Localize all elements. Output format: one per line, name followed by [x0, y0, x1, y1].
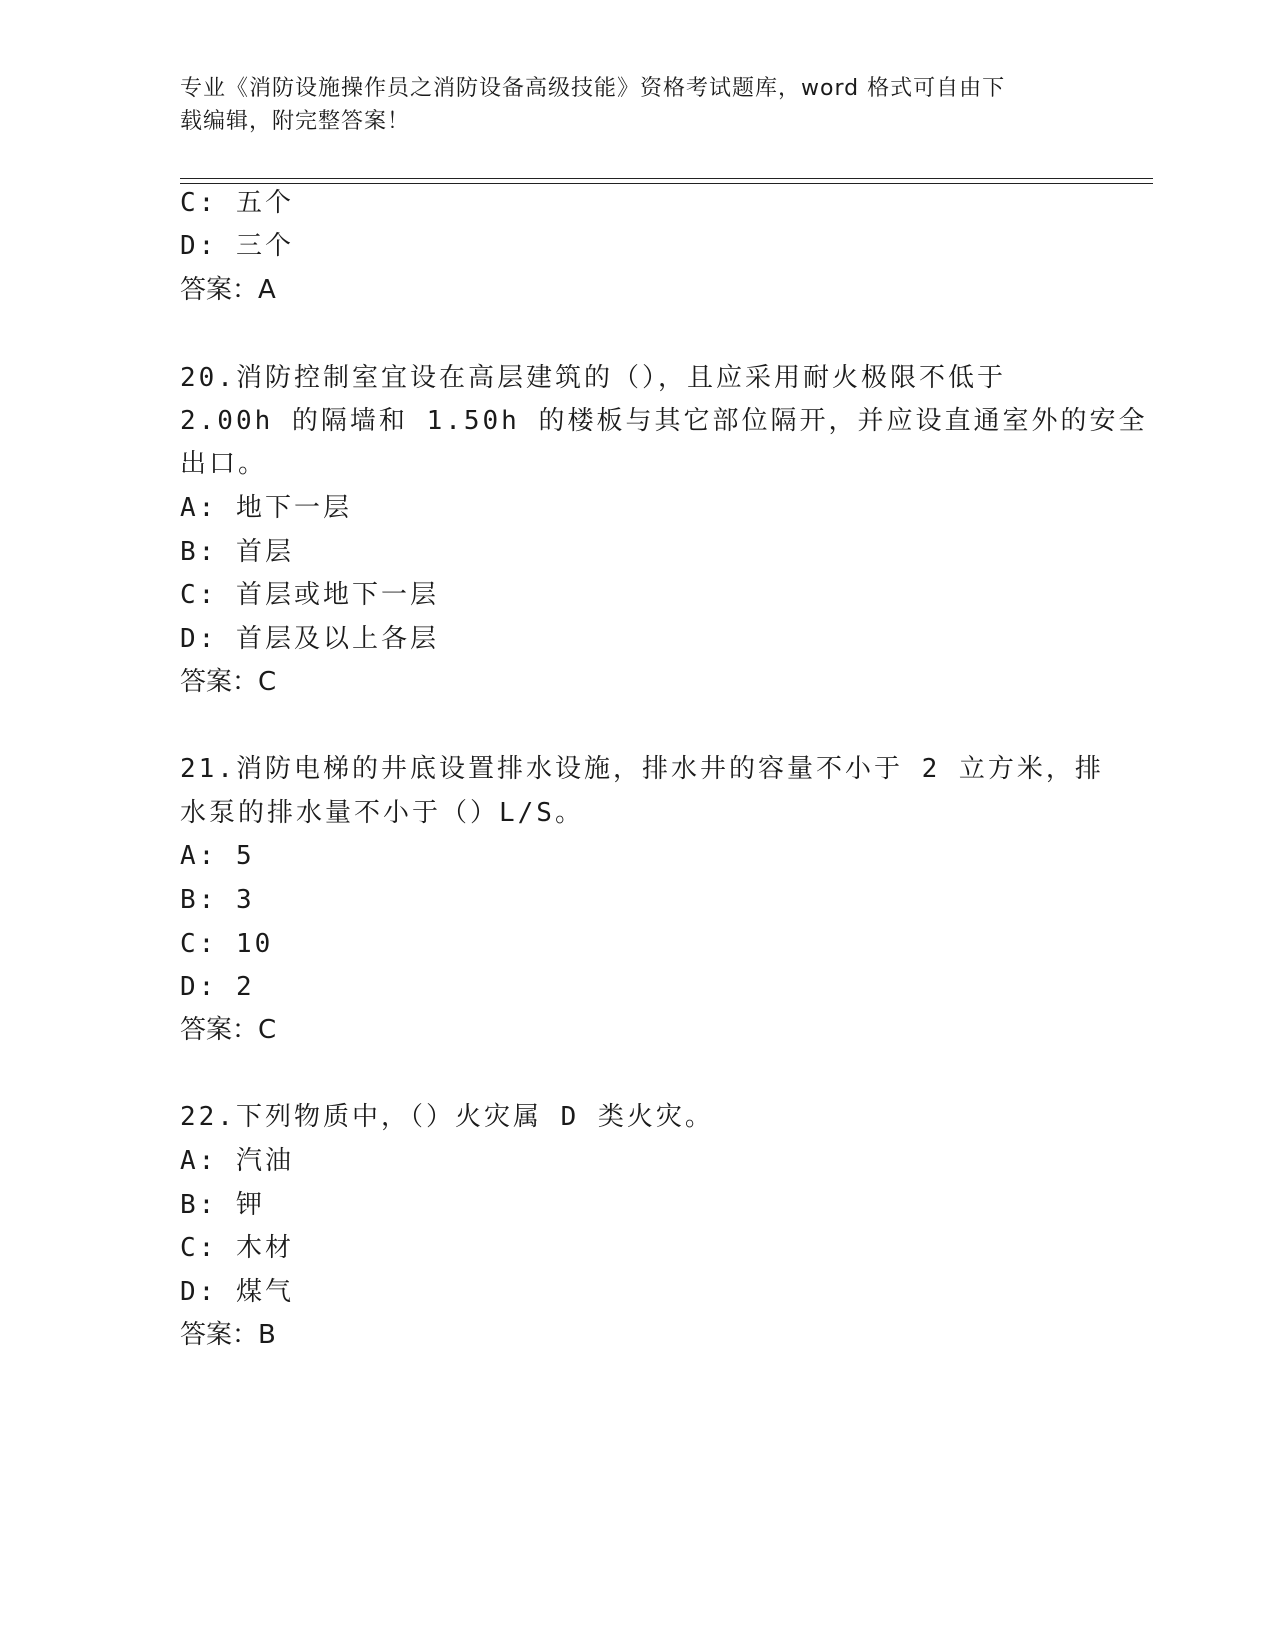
q22-option-a: A: 汽油	[180, 1146, 294, 1176]
q21-answer: 答案：C	[180, 1015, 277, 1045]
q20-stem-line-3: 出口。	[180, 449, 268, 479]
q20-stem-line-2: 2.00h 的隔墙和 1.50h 的楼板与其它部位隔开，并应设直通室外的安全	[180, 406, 1148, 436]
q22-answer: 答案：B	[180, 1320, 276, 1350]
q22-option-c: C: 木材	[180, 1233, 294, 1263]
q20-option-b: B: 首层	[180, 537, 294, 567]
header-divider-top	[180, 178, 1153, 179]
prev-answer: 答案：A	[180, 275, 276, 305]
q20-answer: 答案：C	[180, 667, 277, 697]
prev-option-d: D: 三个	[180, 231, 294, 261]
q21-option-d: D: 2	[180, 972, 255, 1002]
q21-stem-line-2: 水泵的排水量不小于（）L/S。	[180, 798, 584, 828]
header-line-2: 载编辑，附完整答案！	[180, 109, 411, 134]
header-line-1: 专业《消防设施操作员之消防设备高级技能》资格考试题库，word 格式可自由下	[180, 76, 1006, 101]
q21-stem-line-1: 21.消防电梯的井底设置排水设施，排水井的容量不小于 2 立方米，排	[180, 754, 1104, 784]
q20-option-d: D: 首层及以上各层	[180, 624, 439, 654]
q21-option-a: A: 5	[180, 841, 255, 871]
q22-option-b: B: 钾	[180, 1190, 265, 1220]
header-divider-bottom	[180, 183, 1153, 184]
q21-option-b: B: 3	[180, 885, 255, 915]
q22-option-d: D: 煤气	[180, 1277, 294, 1307]
q20-option-c: C: 首层或地下一层	[180, 580, 439, 610]
document-header	[180, 72, 1060, 138]
prev-option-c: C: 五个	[180, 188, 294, 218]
q20-stem-line-1: 20.消防控制室宜设在高层建筑的（），且应采用耐火极限不低于	[180, 363, 1006, 393]
q20-option-a: A: 地下一层	[180, 493, 352, 523]
q21-option-c: C: 10	[180, 929, 274, 959]
q22-stem-line-1: 22.下列物质中，（）火灾属 D 类火灾。	[180, 1102, 714, 1132]
